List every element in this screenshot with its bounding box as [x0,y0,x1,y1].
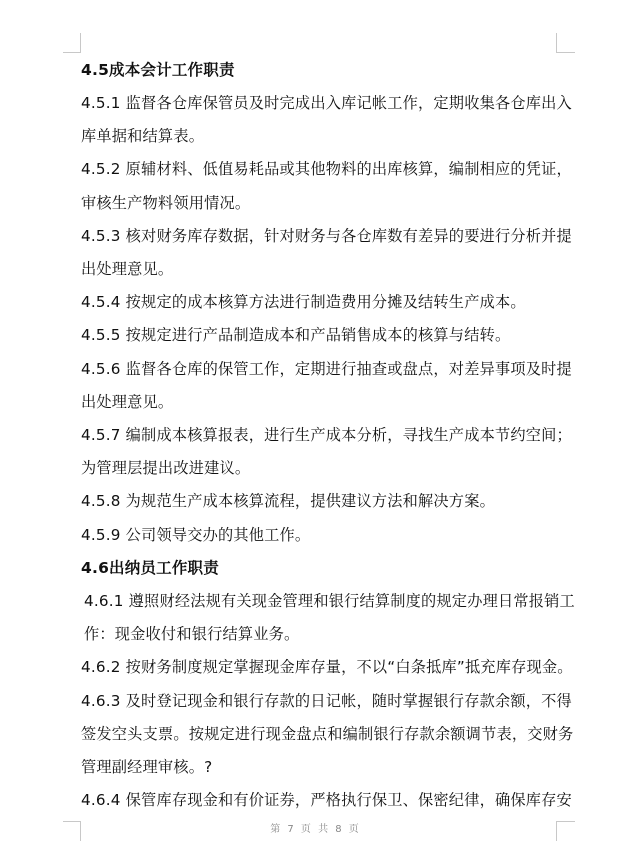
section-heading: 4.6出纳员工作职责 [81,559,219,577]
paragraph-line: 4.5.1 监督各仓库保管员及时完成出入库记帐工作，定期收集各仓库出入 [81,94,572,112]
crop-mark-top-right-h [556,52,575,53]
paragraph-line: 出处理意见。 [81,393,174,411]
page-number-footer: 第 7 页 共 8 页 [270,824,361,835]
crop-mark-top-right-v [556,33,557,53]
paragraph-line: 4.6.2 按财务制度规定掌握现金库存量，不以“白条抵库”抵充库存现金。 [81,658,573,676]
paragraph-line: 管理副经理审核。? [81,758,213,776]
paragraph-line: 4.5.2 原辅材料、低值易耗品或其他物料的出库核算，编制相应的凭证， [81,160,572,178]
paragraph-line: 4.5.3 核对财务库存数据，针对财务与各仓库数有差异的要进行分析并提 [81,227,572,245]
paragraph-line: 4.5.8 为规范生产成本核算流程，提供建议方法和解决方案。 [81,492,495,510]
section-heading: 4.5成本会计工作职责 [81,61,235,79]
paragraph-line: 4.5.5 按规定进行产品制造成本和产品销售成本的核算与结转。 [81,326,511,344]
crop-mark-top-left-v [80,33,81,53]
paragraph-line: 出处理意见。 [81,260,174,278]
paragraph-line: 为管理层提出改进建议。 [81,459,251,477]
paragraph-line: 4.5.7 编制成本核算报表，进行生产成本分析，寻找生产成本节约空间； [81,426,572,444]
crop-mark-top-left-h [63,52,81,53]
paragraph-line: 4.6.1 遵照财经法规有关现金管理和银行结算制度的规定办理日常报销工 [84,592,575,610]
paragraph-line: 作：现金收付和银行结算业务。 [84,625,300,643]
paragraph-line: 4.5.9 公司领导交办的其他工作。 [81,526,311,544]
paragraph-line: 库单据和结算表。 [81,127,205,145]
paragraph-line: 4.6.3 及时登记现金和银行存款的日记帐，随时掌握银行存款余额，不得 [81,692,572,710]
paragraph-line: 审核生产物料领用情况。 [81,194,251,212]
paragraph-line: 4.6.4 保管库存现金和有价证券，严格执行保卫、保密纪律，确保库存安 [81,791,572,809]
paragraph-line: 4.5.6 监督各仓库的保管工作，定期进行抽查或盘点，对差异事项及时提 [81,360,572,378]
paragraph-line: 4.5.4 按规定的成本核算方法进行制造费用分摊及结转生产成本。 [81,293,526,311]
paragraph-line: 签发空头支票。按规定进行现金盘点和编制银行存款余额调节表，交财务 [81,725,574,743]
